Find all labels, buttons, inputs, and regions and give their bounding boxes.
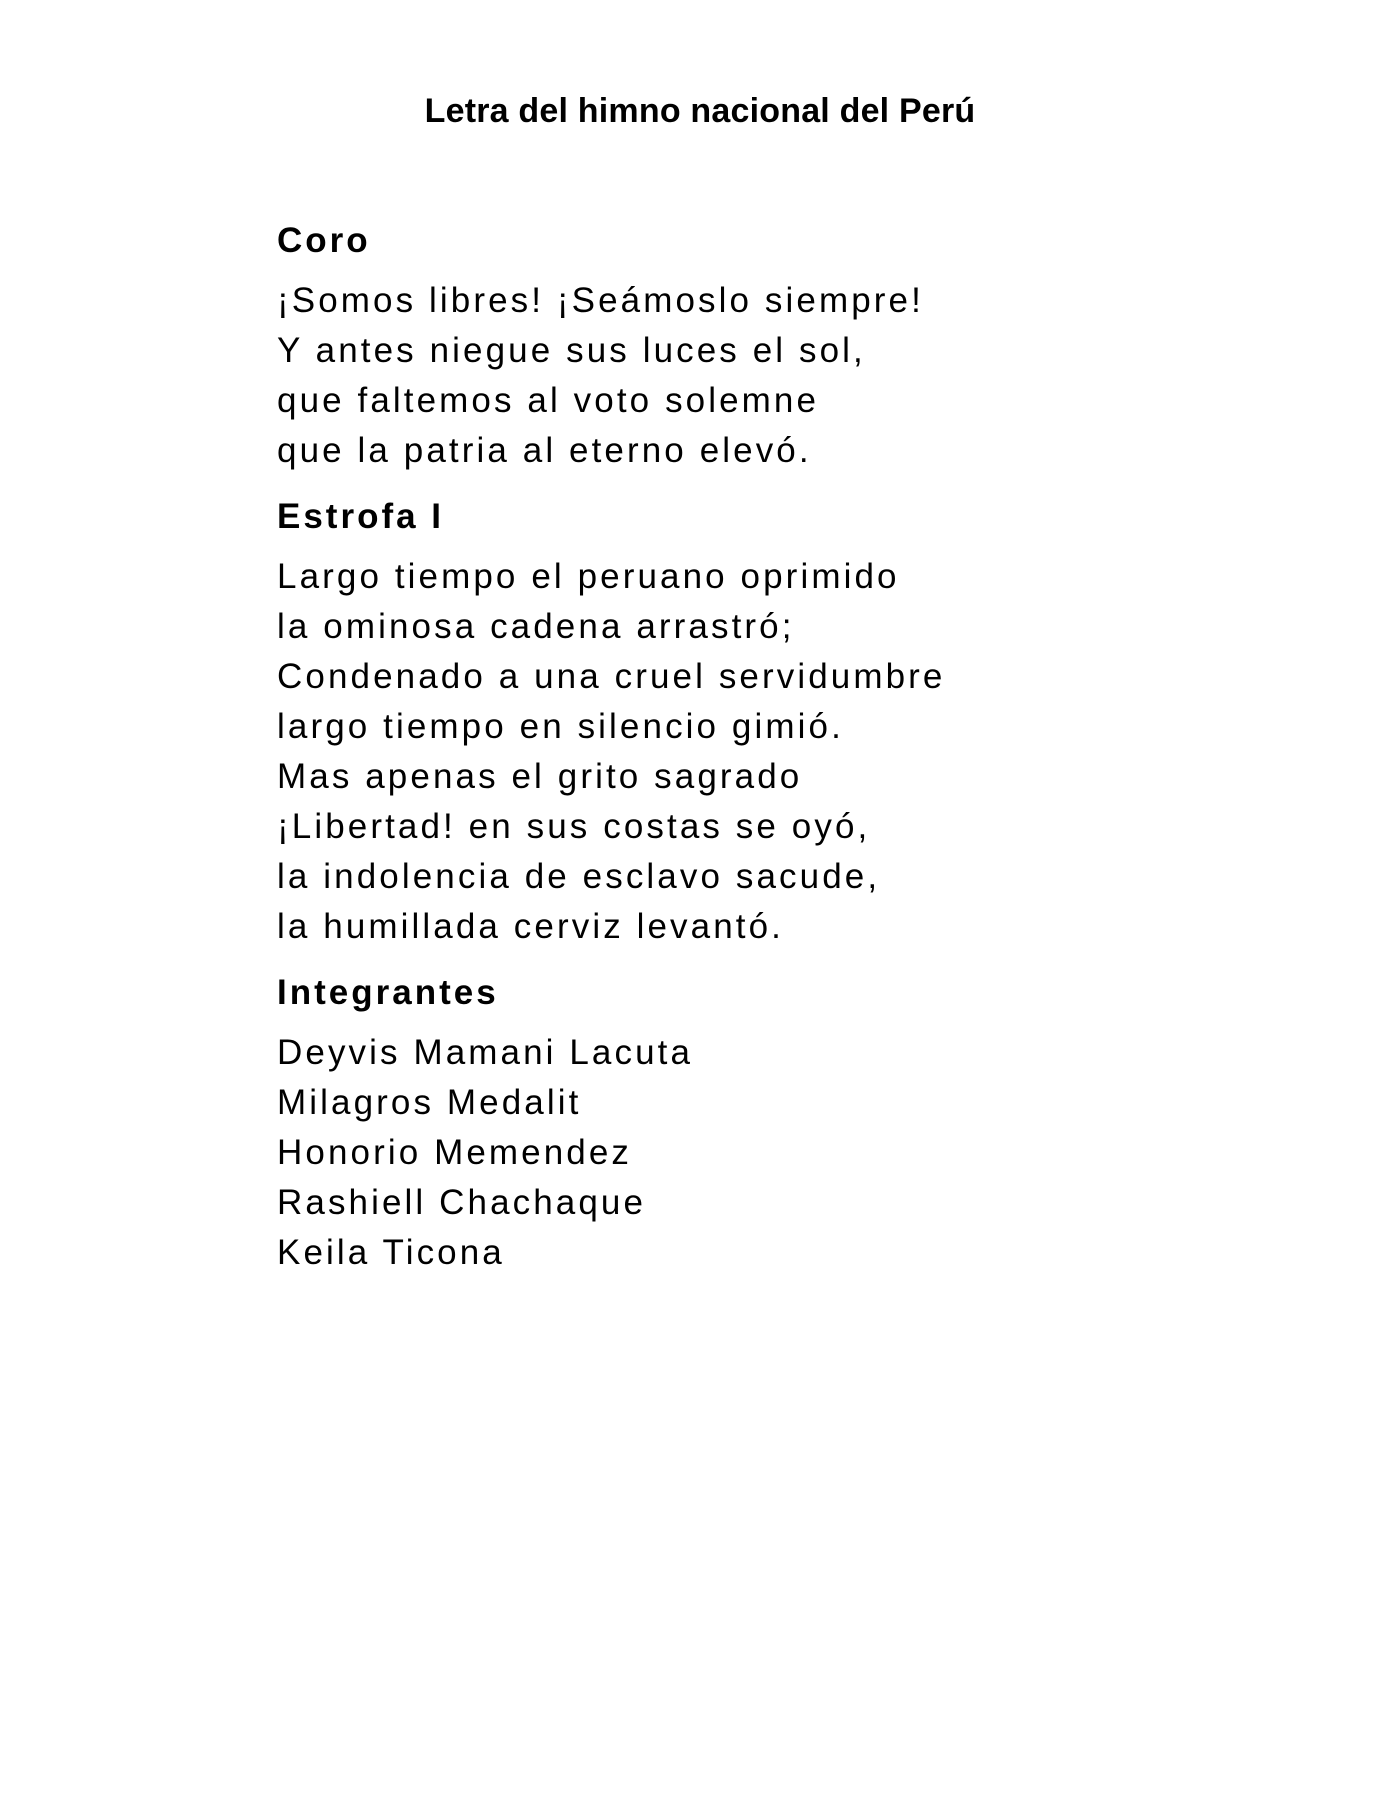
section-estrofa-1 [277, 496, 1177, 952]
member-name: Deyvis Mamani Lacuta [277, 1033, 694, 1072]
verse-line: Y antes niegue sus luces el sol, [277, 331, 866, 370]
section-heading: Estrofa I [277, 497, 445, 536]
document-body [277, 220, 1177, 1278]
verse-line: largo tiempo en silencio gimió. [277, 707, 844, 746]
verse-line: la indolencia de esclavo sacude, [277, 857, 881, 896]
member-name: Milagros Medalit [277, 1083, 582, 1122]
verse-line: la ominosa cadena arrastró; [277, 607, 795, 646]
section-coro [277, 220, 1177, 476]
member-name: Honorio Memendez [277, 1133, 633, 1172]
member-name: Rashiell Chachaque [277, 1183, 647, 1222]
verse-line: ¡Libertad! en sus costas se oyó, [277, 807, 871, 846]
section-heading: Integrantes [277, 973, 499, 1012]
verse-line: Largo tiempo el peruano oprimido [277, 557, 900, 596]
verse-lines [277, 552, 1177, 952]
verse-line: que la patria al eterno elevó. [277, 431, 812, 470]
member-list [277, 1028, 1177, 1278]
verse-lines [277, 276, 1177, 476]
section-integrantes [277, 972, 1177, 1278]
verse-line: ¡Somos libres! ¡Seámoslo siempre! [277, 281, 924, 320]
verse-line: Condenado a una cruel servidumbre [277, 657, 946, 696]
document-title: Letra del himno nacional del Perú [424, 92, 976, 130]
verse-line: Mas apenas el grito sagrado [277, 757, 803, 796]
verse-line: que faltemos al voto solemne [277, 381, 820, 420]
verse-line: la humillada cerviz levantó. [277, 907, 785, 946]
member-name: Keila Ticona [277, 1233, 505, 1272]
section-heading: Coro [277, 221, 371, 260]
